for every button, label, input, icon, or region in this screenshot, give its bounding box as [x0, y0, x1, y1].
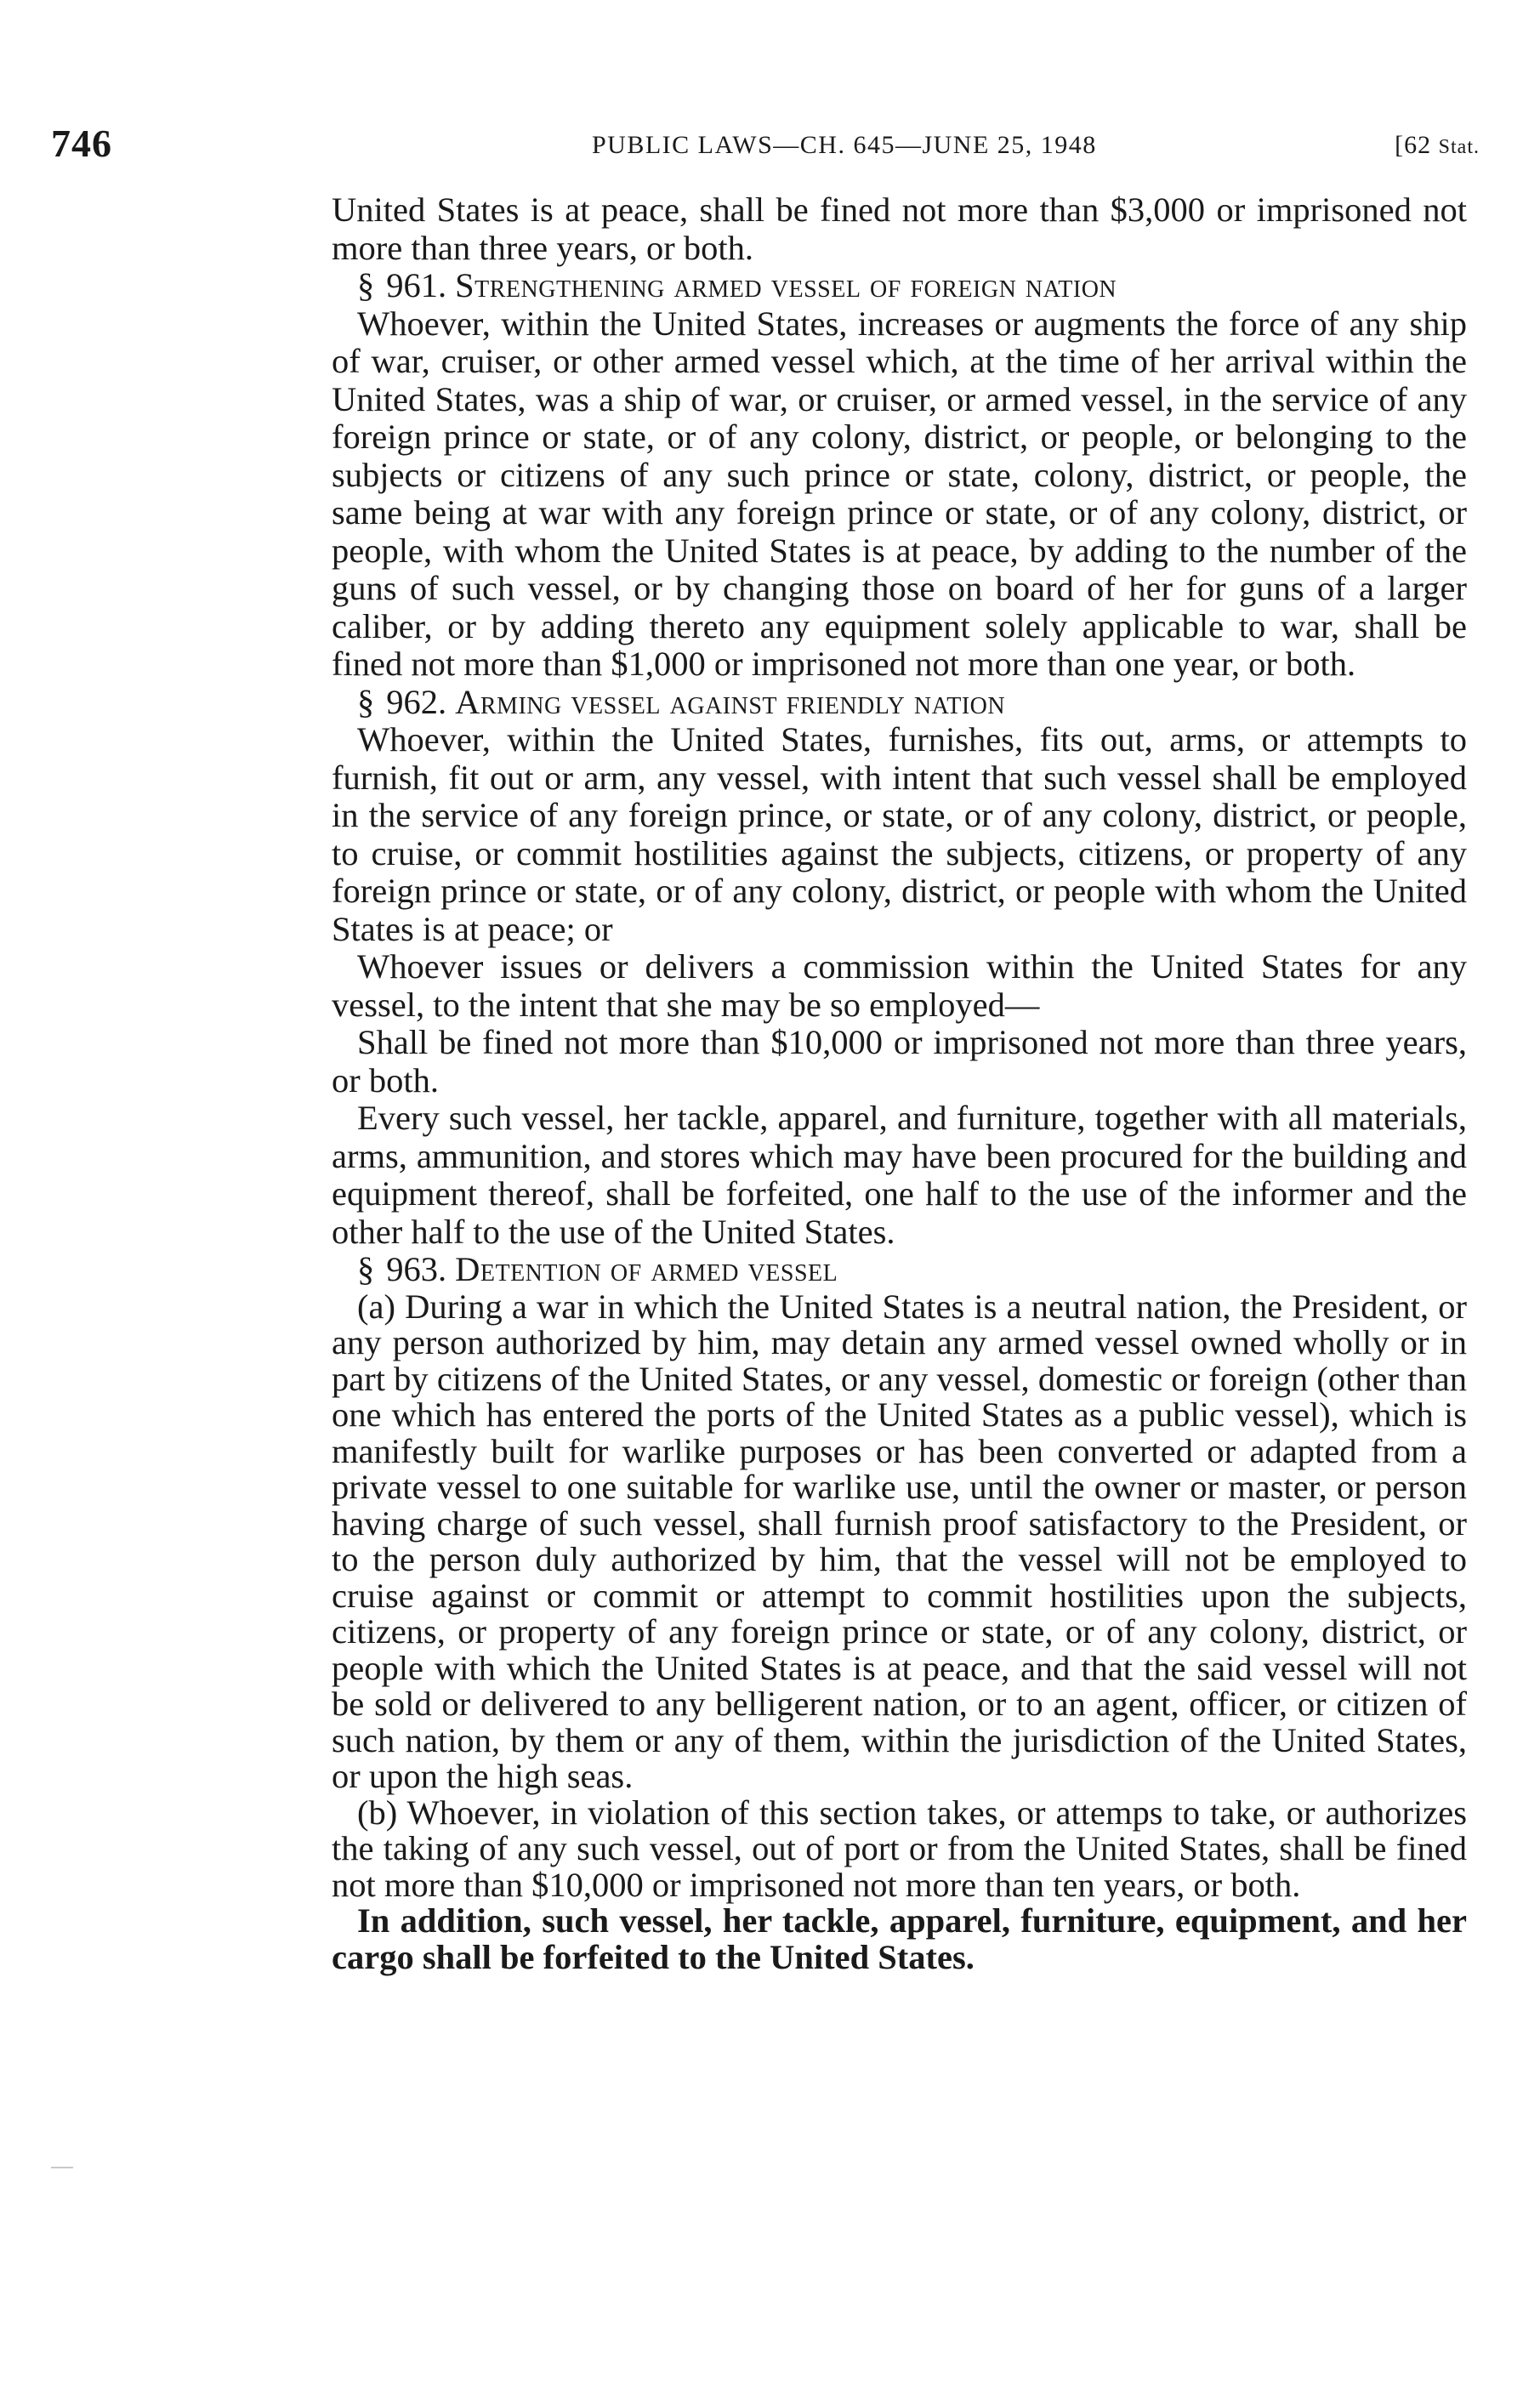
section-title: Arming vessel against friendly nation	[455, 682, 1006, 721]
scan-mark	[51, 2167, 73, 2168]
section-962-paragraph-2: Whoever issues or delivers a commission within the United States for any vessel, to the intent that she may be so employed—	[332, 947, 1467, 1024]
document-body	[332, 191, 1467, 1975]
continued-paragraph: United States is at peace, shall be fined not more than $3,000 or imprisoned not more than three years, or both.	[332, 190, 1467, 267]
section-symbol: §	[357, 682, 375, 721]
page-header	[51, 121, 1480, 172]
section-962-paragraph-4: Every such vessel, her tackle, apparel, and furniture, together with all materials, arms, ammunition, and stores which may have been procured for the building and equipment thereof, shall be forfeited, one half to the use of the informer and the other half to the use of the United States.	[332, 1099, 1467, 1251]
section-heading-962	[332, 684, 1467, 722]
section-number: 962.	[386, 682, 447, 721]
section-961-text: Whoever, within the United States, increases or augments the force of any ship of war, cruiser, or other armed vessel which, at the time of her arrival within the United States, was a ship of war, or cruiser, or armed vessel, in the service of any foreign prince or state, or of any colony, district, or people, or belonging to the subjects or citizens of any such prince or state, colony, district, or people, the same being at war with any foreign prince or state, or of any colony, district, or people, with whom the United States is at peace, by adding to the number of the guns of such vessel, or by changing those on board of her for guns of a larger caliber, or by adding thereto any equipment solely applicable to war, shall be fined not more than $1,000 or imprisoned not more than one year, or both.	[332, 304, 1467, 683]
section-962-paragraph-3: Shall be fined not more than $10,000 or imprisoned not more than three years, or both.	[332, 1023, 1467, 1100]
volume-prefix: [62	[1395, 131, 1439, 159]
section-number: 963.	[386, 1250, 447, 1288]
section-symbol: §	[357, 1250, 375, 1288]
volume-suffix: Stat.	[1438, 136, 1480, 158]
section-heading-961	[332, 267, 1467, 305]
section-heading-963	[332, 1251, 1467, 1289]
page-number: 746	[51, 122, 112, 165]
section-963-subsection-b: (b) Whoever, in violation of this section takes, or attemps to take, or authorizes the taking of any such vessel, out of port or from the United States, shall be fined not more than $10,000 or imprisoned not more than ten years, or both.	[332, 1793, 1467, 1904]
section-title: Strengthening armed vessel of foreign nation	[455, 266, 1117, 304]
volume-citation	[1395, 131, 1480, 160]
section-number: 961.	[386, 266, 447, 304]
section-962-paragraph-1: Whoever, within the United States, furnishes, fits out, arms, or attempts to furnish, fit out or arm, any vessel, with intent that such vessel shall be employed in the service of any foreign prince, or state, or of any colony, district, or people, to cruise, or commit hostilities against the subjects, citizens, or property of any foreign prince or state, or of any colony, district, or people with whom the United States is at peace; or	[332, 720, 1467, 948]
running-head: PUBLIC LAWS—CH. 645—JUNE 25, 1948	[592, 131, 1097, 159]
section-963-forfeiture: In addition, such vessel, her tackle, apparel, furniture, equipment, and her cargo shall be forfeited to the United States.	[332, 1901, 1467, 1976]
section-symbol: §	[357, 266, 375, 304]
section-963-subsection-a: (a) During a war in which the United States is a neutral nation, the President, or any person authorized by him, may detain any armed vessel owned wholly or in part by citizens of the United States, or any vessel, domestic or foreign (other than one which has entered the ports of the United States as a public vessel), which is manifestly built for warlike purposes or has been converted or adapted from a private vessel to one suitable for warlike use, until the owner or master, or person having charge of such vessel, shall furnish proof satisfactory to the President, or to the person duly authorized by him, that the vessel will not be employed to cruise against or commit or attempt to commit hostilities upon the subjects, citizens, or property of any foreign prince or state, or of any colony, district, or people with which the United States is at peace, and that the said vessel will not be sold or delivered to any belligerent nation, or to an agent, officer, or citizen of such nation, by them or any of them, within the jurisdiction of the United States, or upon the high seas.	[332, 1287, 1467, 1795]
section-title: Detention of armed vessel	[455, 1250, 838, 1288]
